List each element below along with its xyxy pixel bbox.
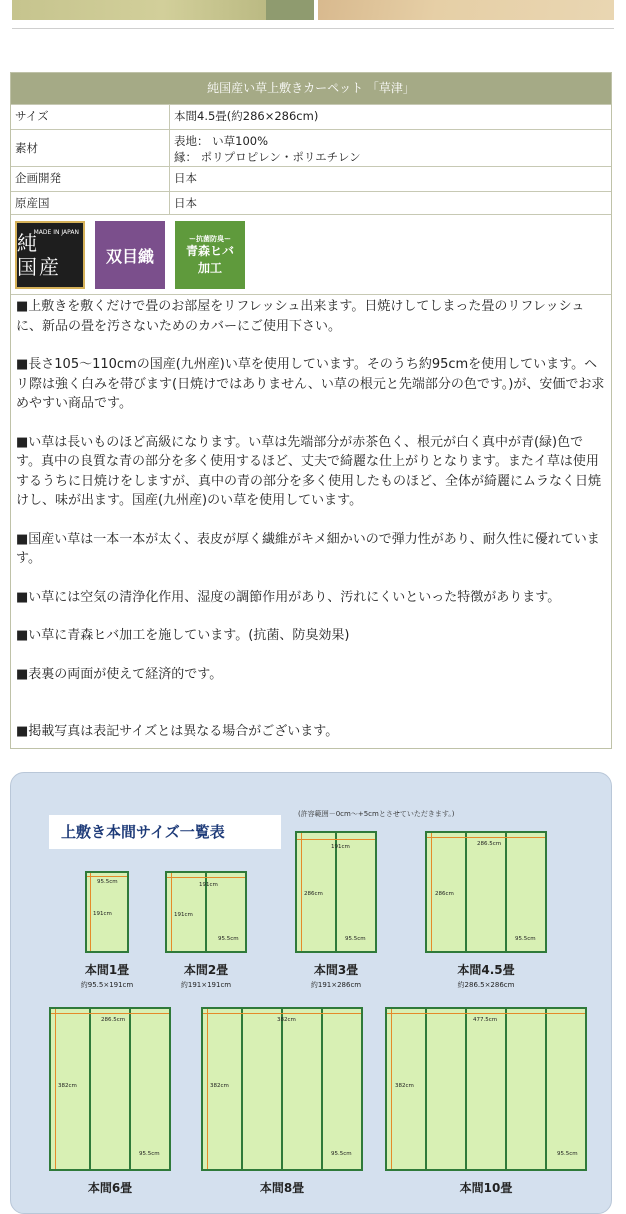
product-photos bbox=[0, 0, 626, 38]
made-in-japan-badge bbox=[15, 221, 85, 289]
mat-seam bbox=[465, 1009, 467, 1169]
dim-arrow bbox=[431, 833, 432, 951]
spec-label: 素材 bbox=[11, 130, 170, 166]
spec-value-group bbox=[170, 130, 611, 166]
dim-arrow bbox=[203, 1013, 361, 1014]
spec-value: 本間4.5畳(約286×286cm) bbox=[174, 109, 319, 123]
spec-title: 純国産い草上敷きカーペット 「草津」 bbox=[11, 73, 611, 104]
mat-width-label: 382cm bbox=[277, 1017, 296, 1023]
mat-name: 本間2畳 bbox=[183, 963, 229, 977]
hiba-badge bbox=[175, 221, 245, 289]
dim-arrow bbox=[207, 1009, 208, 1169]
spec-label: サイズ bbox=[11, 105, 170, 129]
mat-width-label: 95.5cm bbox=[218, 936, 239, 942]
mat-width-label: 477.5cm bbox=[473, 1017, 498, 1023]
mat-seam bbox=[465, 833, 467, 951]
description bbox=[11, 294, 611, 748]
mat-seam bbox=[241, 1009, 243, 1169]
dim-arrow bbox=[51, 1013, 169, 1014]
mat-name: 本間10畳 bbox=[459, 1181, 513, 1195]
mat-name: 本間4.5畳 bbox=[457, 963, 515, 977]
spec-value: 表地： い草100% bbox=[174, 134, 269, 148]
mat-seam bbox=[425, 1009, 427, 1169]
spec-value: 日本 bbox=[174, 171, 197, 185]
mat-height-label: 286cm bbox=[304, 891, 323, 897]
dim-arrow bbox=[90, 873, 91, 951]
mat-name: 本間6畳 bbox=[87, 1181, 133, 1195]
mat-seam bbox=[89, 1009, 91, 1169]
mat-seam bbox=[545, 1009, 547, 1169]
mat-width-label: 286.5cm bbox=[477, 841, 502, 847]
mat-height-label: 191cm bbox=[93, 911, 112, 917]
room-photo-right bbox=[318, 0, 614, 20]
badge-text: 加工 bbox=[197, 260, 222, 275]
desc-paragraph: ■い草は長いものほど高級になります。い草は先端部分が赤茶色く、根元が白く真中が青(緑)色です。真中の良質な青の部分を多く使用するほど、丈夫で綺麗な仕上がりとなります。またイ草は使用するうちに日焼けをしますが、真中の青の部分を多く使用したものほど、全体が綺麗にムラなく日焼けし、味が出ます。国産(九州産)のい草を使用しています。 bbox=[16, 434, 602, 508]
desc-paragraph: ■掲載写真は表記サイズとは異なる場合がございます。 bbox=[16, 724, 339, 739]
mat-width-label: 191cm bbox=[199, 882, 218, 888]
dim-arrow bbox=[297, 839, 375, 840]
dim-arrow bbox=[167, 877, 245, 878]
dim-arrow bbox=[301, 833, 302, 951]
divider bbox=[12, 28, 614, 29]
spec-label: 企画開発 bbox=[11, 167, 170, 191]
mat-caption bbox=[237, 1179, 327, 1196]
mat-width-label: 95.5cm bbox=[97, 879, 118, 885]
mat-width-label: 286.5cm bbox=[101, 1017, 126, 1023]
badge-row bbox=[11, 214, 611, 294]
mat-seam bbox=[505, 1009, 507, 1169]
desc-paragraph: ■長さ105～110cmの国産(九州産)い草を使用しています。そのうち約95cmを使用しています。ヘリ際は強く白みを帯びます(日焼けではありません、い草の根元と先端部分の色です。)が、安価でお求めやすい商品です。 bbox=[16, 357, 605, 411]
dim-arrow bbox=[391, 1009, 392, 1169]
double-weave-badge: 双目織 bbox=[95, 221, 165, 289]
mat-seam bbox=[335, 833, 337, 951]
badge-subtext: MADE IN JAPAN bbox=[33, 229, 79, 236]
mat-width-label: 191cm bbox=[331, 844, 350, 850]
mat-caption bbox=[291, 961, 381, 990]
mat-caption bbox=[431, 961, 541, 990]
mat-height-label: 382cm bbox=[58, 1083, 77, 1089]
desc-paragraph: ■い草に青森ヒバ加工を施しています。(抗菌、防臭効果) bbox=[16, 628, 350, 643]
desc-paragraph: ■い草には空気の清浄化作用、湿度の調節作用があり、汚れにくいといった特徴があります。 bbox=[16, 589, 561, 605]
mat-seam bbox=[321, 1009, 323, 1169]
size-chart-title: 上敷き本間サイズ一覧表 bbox=[49, 815, 281, 849]
dim-arrow bbox=[171, 873, 172, 951]
mat-seam bbox=[129, 1009, 131, 1169]
mat-caption bbox=[65, 961, 149, 990]
dim-arrow bbox=[387, 1013, 585, 1014]
spec-value: 縁： ポリプロピレン・ポリエチレン bbox=[174, 150, 361, 164]
mat-height-label: 382cm bbox=[395, 1083, 414, 1089]
mat-name: 本間3畳 bbox=[313, 963, 359, 977]
spec-label: 原産国 bbox=[11, 192, 170, 214]
mat-height-label: 191cm bbox=[174, 912, 193, 918]
mat-caption bbox=[161, 961, 251, 990]
mat-size: 約95.5×191cm bbox=[80, 981, 134, 989]
dim-arrow bbox=[55, 1009, 56, 1169]
mat-6jo bbox=[49, 1007, 171, 1171]
mat-8jo bbox=[201, 1007, 363, 1171]
spec-row-size bbox=[11, 104, 611, 129]
size-chart bbox=[10, 772, 612, 1214]
badge-subtext: ー抗菌防臭ー bbox=[189, 233, 231, 243]
mat-size: 約191×286cm bbox=[310, 981, 362, 989]
mat-width-label: 95.5cm bbox=[345, 936, 366, 942]
mat-size: 約191×191cm bbox=[180, 981, 232, 989]
mat-height-label: 382cm bbox=[210, 1083, 229, 1089]
mat-width-label: 95.5cm bbox=[139, 1151, 160, 1157]
spec-row-origin bbox=[11, 191, 611, 214]
desc-paragraph: ■上敷きを敷くだけで畳のお部屋をリフレッシュ出来ます。日焼けしてしまった畳のリフレッシュに、新品の畳を汚さないためのカバーにご使用下さい。 bbox=[16, 299, 585, 334]
mat-name: 本間1畳 bbox=[84, 963, 130, 977]
spec-row-material bbox=[11, 129, 611, 166]
mat-width-label: 95.5cm bbox=[515, 936, 536, 942]
mat-10jo bbox=[385, 1007, 587, 1171]
mat-seam bbox=[505, 833, 507, 951]
mat-size: 約286.5×286cm bbox=[457, 981, 515, 989]
mat-name: 本間8畳 bbox=[259, 1181, 305, 1195]
badge-text: 純 国産 bbox=[17, 231, 61, 279]
mat-caption bbox=[441, 1179, 531, 1196]
dim-arrow bbox=[87, 876, 127, 877]
mat-height-label: 286cm bbox=[435, 891, 454, 897]
tatami-photo-left bbox=[12, 0, 314, 20]
spec-table bbox=[10, 72, 612, 749]
desc-paragraph: ■表裏の両面が使えて経済的です。 bbox=[16, 666, 223, 682]
size-chart-note: (許容範囲－0cm～+5cmとさせていただきます。) bbox=[298, 810, 455, 818]
dim-arrow bbox=[427, 837, 545, 838]
mat-caption bbox=[65, 1179, 155, 1196]
spec-value: 日本 bbox=[174, 196, 197, 210]
badge-text: 青森ヒバ bbox=[185, 243, 234, 258]
mat-width-label: 95.5cm bbox=[557, 1151, 578, 1157]
mat-width-label: 95.5cm bbox=[331, 1151, 352, 1157]
spec-row-planning bbox=[11, 166, 611, 191]
desc-paragraph: ■国産い草は一本一本が太く、表皮が厚く繊維がキメ細かいので弾力性があり、耐久性に優れています。 bbox=[16, 531, 600, 566]
mat-seam bbox=[281, 1009, 283, 1169]
